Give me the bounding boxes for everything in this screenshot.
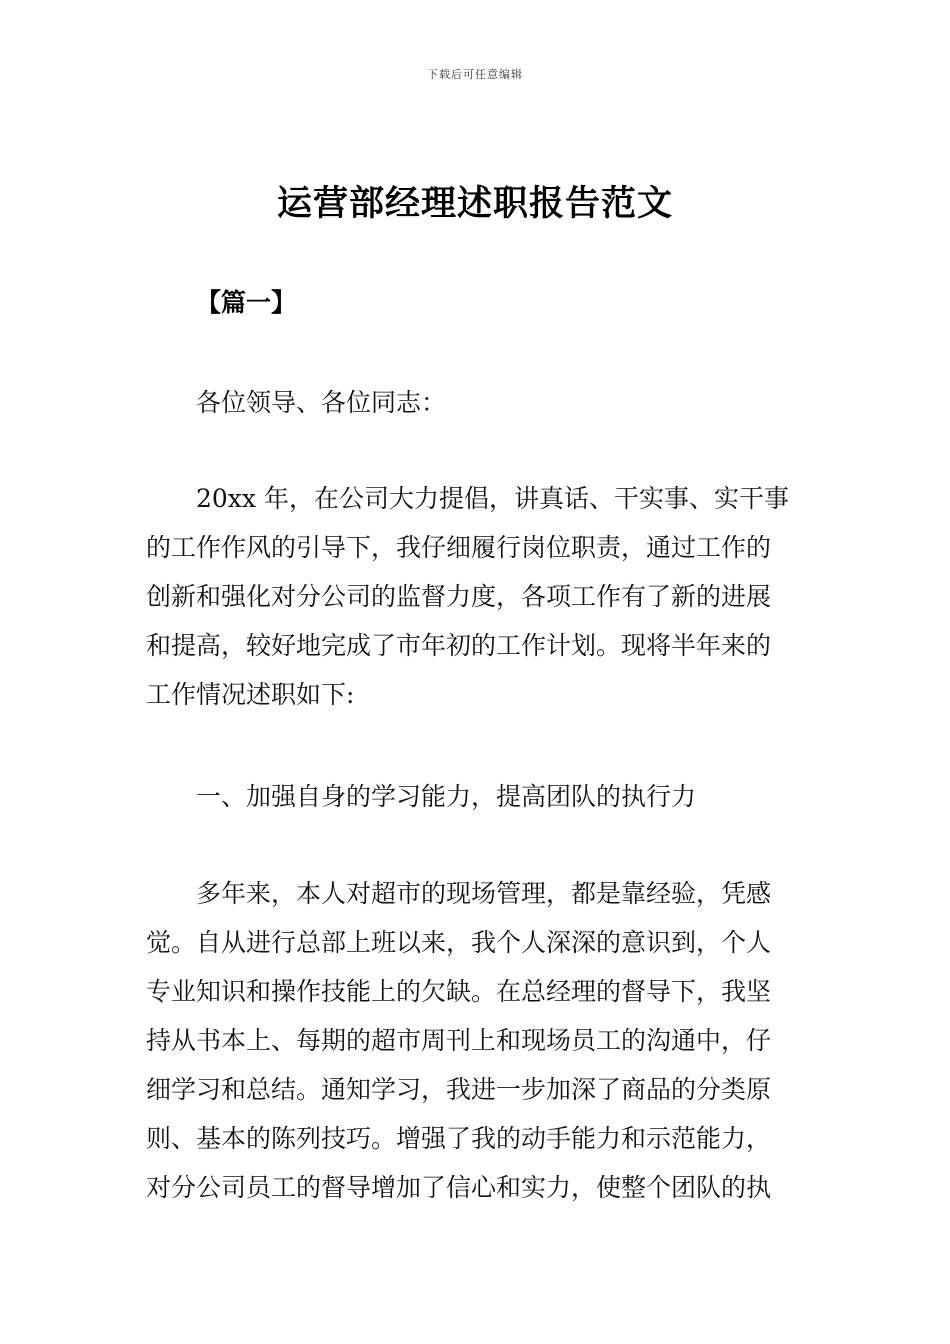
paragraph-2 bbox=[146, 869, 806, 1212]
paragraph-2-line-1: 多年来，本人对超市的现场管理，都是靠经验，凭感 bbox=[196, 879, 772, 908]
paragraph-1-line-2: 的工作作风的引导下，我仔细履行岗位职责，通过工作的 bbox=[146, 533, 772, 562]
paragraph-1-line-5: 工作情况述职如下: bbox=[146, 680, 355, 709]
salutation-block bbox=[146, 378, 806, 427]
paragraph-2-line-3: 专业知识和操作技能上的欠缺。在总经理的督导下，我坚 bbox=[146, 977, 772, 1006]
salutation-line: 各位领导、各位同志： bbox=[196, 388, 447, 417]
paragraph-2-line-2: 觉。自从进行总部上班以来，我个人深深的意识到，个人 bbox=[146, 928, 772, 957]
paragraph-1-line-4: 和提高，较好地完成了市年初的工作计划。现将半年来的 bbox=[146, 631, 772, 660]
paragraph-2-line-5: 细学习和总结。通知学习，我进一步加深了商品的分类原 bbox=[146, 1075, 772, 1104]
paragraph-2-line-7: 对分公司员工的督导增加了信心和实力，使整个团队的执 bbox=[146, 1173, 772, 1202]
paragraph-2-line-6: 则、基本的陈列技巧。增强了我的动手能力和示范能力， bbox=[146, 1124, 772, 1153]
paragraph-1-line-3: 创新和强化对分公司的监督力度，各项工作有了新的进展 bbox=[146, 582, 772, 611]
paragraph-1-line-1: 20xx 年，在公司大力提倡，讲真话、干实事、实干事 bbox=[196, 484, 789, 513]
section-heading-1-text: 一、加强自身的学习能力，提高团队的执行力 bbox=[196, 782, 697, 811]
section-heading-1 bbox=[146, 772, 806, 821]
paragraph-1 bbox=[146, 474, 806, 719]
header-note: 下载后可任意编辑 bbox=[427, 68, 523, 81]
paragraph-2-line-4: 持从书本上、每期的超市周刊上和现场员工的沟通中，仔 bbox=[146, 1026, 772, 1055]
document-title: 运营部经理述职报告范文 bbox=[276, 184, 673, 224]
section-tag: 【篇一】 bbox=[196, 288, 297, 317]
